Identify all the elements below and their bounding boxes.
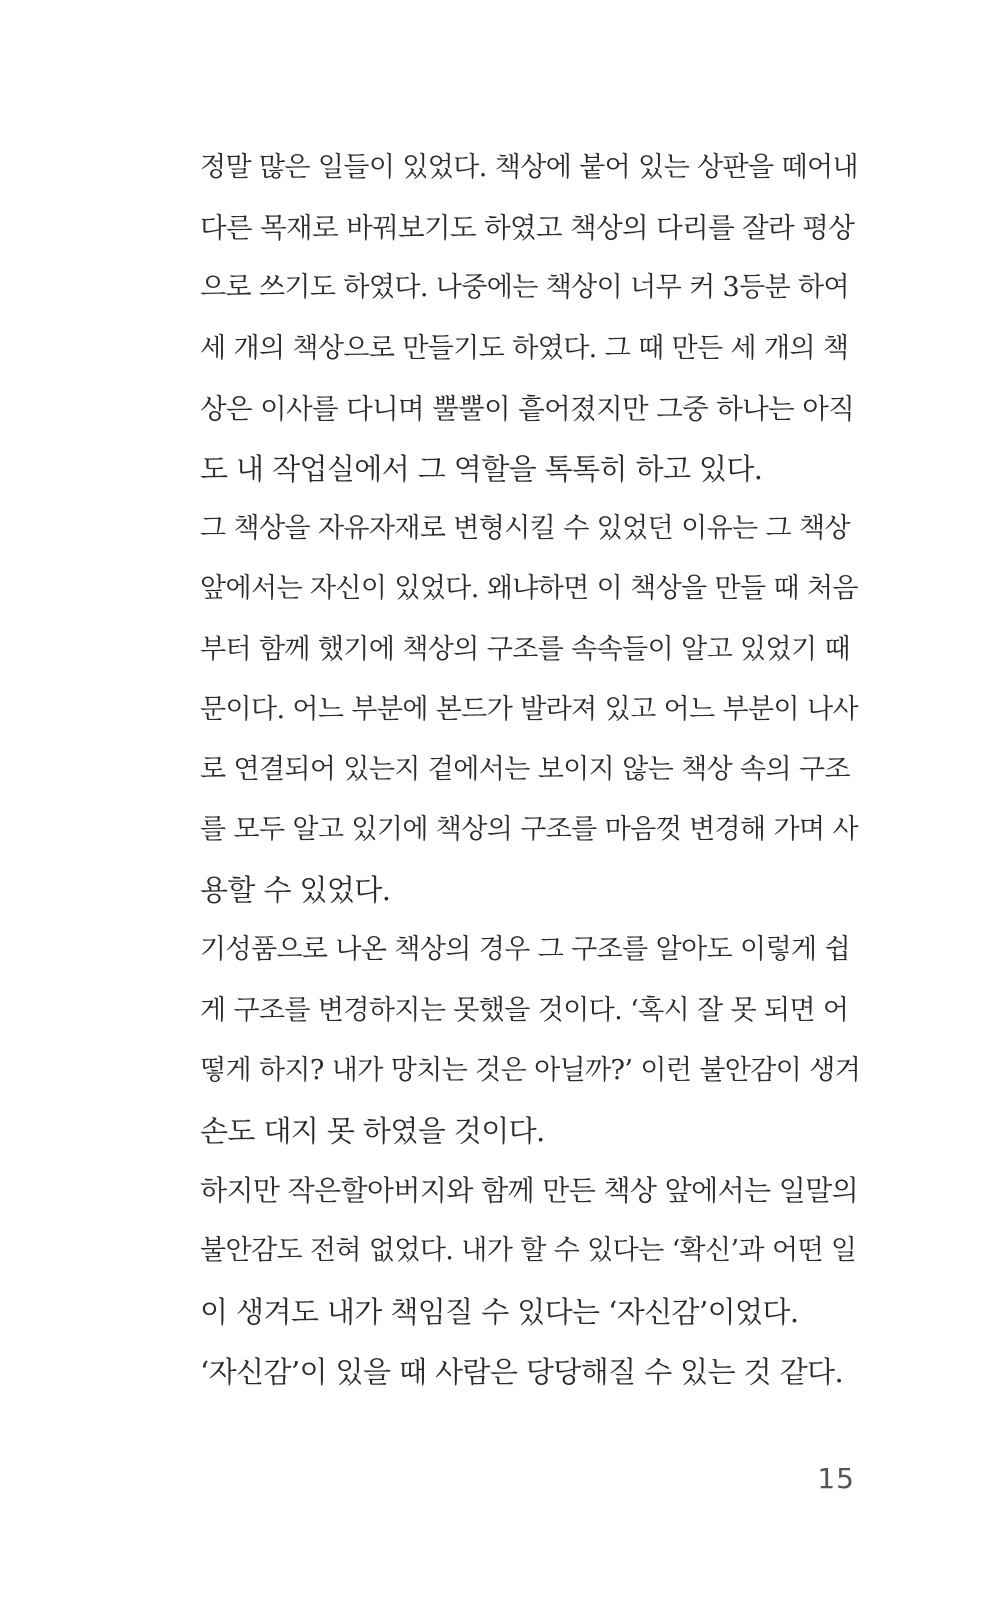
text-line: 부터 함께 했기에 책상의 구조를 속속들이 알고 있었기 때 bbox=[200, 633, 850, 665]
body-text bbox=[200, 138, 860, 1402]
text-line: 상은 이사를 다니며 뿔뿔이 흩어졌지만 그중 하나는 아직 bbox=[200, 392, 855, 425]
text-line: 불안감도 전혀 없었다. 내가 할 수 있다는 ‘확신’과 어떤 일 bbox=[200, 1235, 857, 1267]
text-line: 다른 목재로 바꿔보기도 하였고 책상의 다리를 잘라 평상 bbox=[200, 212, 855, 245]
text-line: ‘자신감’이 있을 때 사람은 당당해질 수 있는 것 같다. bbox=[200, 1354, 844, 1389]
text-line: 이 생겨도 내가 책임질 수 있다는 ‘자신감’이었다. bbox=[200, 1294, 799, 1329]
text-line: 그 책상을 자유자재로 변형시킬 수 있었던 이유는 그 책상 bbox=[200, 513, 850, 545]
text-line: 로 연결되어 있는지 겉에서는 보이지 않는 책상 속의 구조 bbox=[200, 753, 850, 785]
text-line: 앞에서는 자신이 있었다. 왜냐하면 이 책상을 만들 때 처음 bbox=[200, 573, 858, 605]
text-line: 를 모두 알고 있기에 책상의 구조를 마음껏 변경해 가며 사 bbox=[200, 814, 858, 846]
text-line: 용할 수 있었다. bbox=[200, 873, 391, 908]
text-line: 게 구조를 변경하지는 못했을 것이다. ‘혹시 잘 못 되면 어 bbox=[200, 994, 849, 1026]
text-line: 문이다. 어느 부분에 본드가 발라져 있고 어느 부분이 나사 bbox=[200, 693, 858, 725]
text-line: 손도 대지 못 하였을 것이다. bbox=[200, 1114, 545, 1148]
page-number: 15 bbox=[817, 1462, 855, 1495]
text-line: 세 개의 책상으로 만들기도 하였다. 그 때 만든 세 개의 책 bbox=[200, 332, 849, 364]
text-line: 기성품으로 나온 책상의 경우 그 구조를 알아도 이렇게 쉽 bbox=[200, 934, 850, 966]
text-line: 정말 많은 일들이 있었다. 책상에 붙어 있는 상판을 떼어내 bbox=[200, 152, 858, 183]
text-line: 떻게 하지? 내가 망치는 것은 아닐까?’ 이런 불안감이 생겨 bbox=[200, 1054, 861, 1086]
text-line: 도 내 작업실에서 그 역할을 톡톡히 하고 있다. bbox=[200, 451, 763, 486]
text-line: 으로 쓰기도 하였다. 나중에는 책상이 너무 커 3등분 하여 bbox=[200, 272, 850, 304]
text-line: 하지만 작은할아버지와 함께 만든 책상 앞에서는 일말의 bbox=[200, 1174, 859, 1208]
